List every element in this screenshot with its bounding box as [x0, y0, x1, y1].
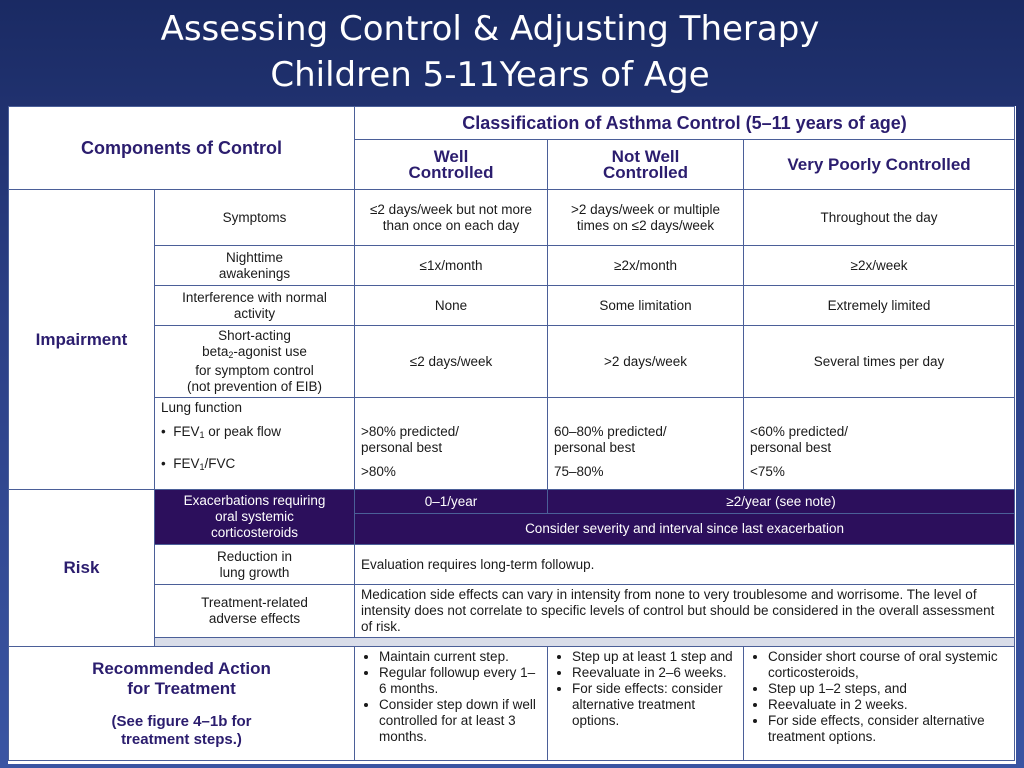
recommended-notwell-item: • Reevaluate in 2–6 weeks. [572, 665, 737, 681]
saba-agonist-text: -agonist use [233, 344, 307, 359]
night-label-line-2: awakenings [218, 265, 291, 281]
peak-flow-text: or peak flow [204, 424, 282, 439]
recommended-verypoor-list [750, 649, 1008, 745]
fev1-fvc-text: FEV [173, 456, 200, 471]
lung-growth-label-line-2: lung growth [219, 564, 290, 580]
notwell-header-line-1: Not Well [611, 146, 680, 166]
exacerbations-well: 0–1/year [355, 490, 548, 514]
recommended-verypoor [744, 647, 1015, 761]
recommended-line-1: Recommended Action [92, 658, 271, 678]
symptoms-well: ≤2 days/week but not more than once on each day [355, 190, 548, 246]
symptoms-label: Symptoms [155, 190, 355, 246]
lung-well-line-2: personal best [361, 440, 443, 455]
not-well-controlled-header [548, 140, 744, 190]
saba-label-line-2 [161, 344, 348, 363]
interference-well: None [355, 286, 548, 326]
recommended-notwell [548, 647, 744, 761]
lung-function-label [155, 398, 355, 490]
classification-header: Classification of Asthma Control (5–11 years of age) [355, 107, 1015, 140]
notwell-header-line-2: Controlled [603, 162, 689, 182]
night-awakenings-label [155, 246, 355, 286]
asthma-control-table [8, 106, 1015, 761]
fev1-subscript: 1 [199, 430, 205, 440]
interference-label: Interference with normal activity [155, 286, 355, 326]
saba-use-label [155, 326, 355, 398]
recommended-note-line-2: treatment steps.) [121, 730, 242, 748]
saba-beta-subscript: 2 [228, 350, 234, 360]
saba-verypoor: Several times per day [744, 326, 1015, 398]
exacerbations-label [155, 490, 355, 545]
lung-growth-text: Evaluation requires long-term followup. [355, 545, 1015, 585]
lung-verypoor [744, 398, 1015, 490]
title-line-2: Children 5-11Years of Age [270, 55, 710, 95]
recommended-action-label [9, 647, 355, 761]
lung-notwell [548, 398, 744, 490]
recommended-well [355, 647, 548, 761]
lung-notwell-line-2: personal best [554, 440, 636, 455]
recommended-well-list [361, 649, 541, 745]
recommended-note-line-1: (See figure 4–1b for [111, 712, 252, 730]
lung-well [355, 398, 548, 490]
adverse-label-line-1: Treatment-related [201, 595, 308, 610]
symptoms-notwell: >2 days/week or multiple times on ≤2 days/week [548, 190, 744, 246]
very-poorly-controlled-header: Very Poorly Controlled [744, 140, 1015, 190]
impairment-label: Impairment [9, 190, 155, 490]
slide-title [0, 0, 980, 106]
components-of-control-header: Components of Control [9, 107, 355, 190]
recommended-line-2: for Treatment [127, 678, 236, 698]
asthma-control-table-panel [8, 106, 1016, 764]
saba-beta-text: beta [202, 344, 229, 359]
risk-label: Risk [9, 490, 155, 647]
exacerbations-label-line-2: oral systemic [215, 509, 294, 524]
night-notwell: ≥2x/month [548, 246, 744, 286]
fev1-peak-flow-item: • $FEV_1$ or peak flow [161, 424, 282, 440]
well-header-line-1: Well [433, 146, 469, 166]
saba-label-line-1: Short-acting [218, 328, 291, 343]
lung-well-line-1: >80% predicted/ [361, 424, 459, 439]
exacerbations-label-line-1: Exacerbations requiring [183, 493, 326, 508]
recommended-verypoor-item: • Consider short course of oral systemic corticosteroids, [768, 649, 1008, 681]
exacerbations-poor: ≥2/year (see note) [548, 490, 1015, 514]
saba-well: ≤2 days/week [355, 326, 548, 398]
recommended-verypoor-item: • For side effects, consider alternative treatment options. [768, 713, 1008, 745]
saba-label-line-4: (not prevention of EIB) [186, 379, 323, 394]
night-well: ≤1x/month [355, 246, 548, 286]
adverse-label-line-2: adverse effects [208, 611, 301, 626]
well-header-line-2: Controlled [408, 162, 494, 182]
interference-verypoor: Extremely limited [744, 286, 1015, 326]
lung-notwell-line-1: 60–80% predicted/ [554, 424, 667, 439]
recommended-notwell-list [554, 649, 737, 729]
recommended-verypoor-item: • Step up 1–2 steps, and [768, 681, 1008, 697]
adverse-effects-text: Medication side effects can vary in intensity from none to very troublesome and worrisome. The level of intensity does not correlate to specific levels of control but should be considered in the overall assessment of risk. [355, 585, 1015, 638]
well-controlled-header [355, 140, 548, 190]
exacerbations-label-line-3: corticosteroids [210, 525, 299, 540]
recommended-well-item: • Maintain current step. [379, 649, 541, 665]
night-label-line-1: Nighttime [225, 249, 284, 265]
recommended-well-item: • Regular followup every 1–6 months. [379, 665, 541, 697]
title-line-1: Assessing Control & Adjusting Therapy [160, 9, 820, 49]
lung-verypoor-line-1: <60% predicted/ [750, 424, 848, 439]
lung-growth-label-line-1: Reduction in [216, 548, 293, 564]
interference-notwell: Some limitation [548, 286, 744, 326]
fev1-text: FEV [173, 424, 200, 439]
recommended-notwell-item: • Step up at least 1 step and [572, 649, 737, 665]
lung-growth-label [155, 545, 355, 585]
fvc-text: /FVC [204, 456, 236, 471]
night-verypoor: ≥2x/week [744, 246, 1015, 286]
exacerbations-consider-note: Consider severity and interval since last exacerbation [355, 514, 1015, 545]
recommended-notwell-item: • For side effects: consider alternative treatment options. [572, 681, 737, 729]
fev1-fvc-item: • $FEV_1$/FVC [161, 456, 236, 472]
recommended-well-item: • Consider step down if well controlled for at least 3 months. [379, 697, 541, 745]
saba-notwell: >2 days/week [548, 326, 744, 398]
lung-function-title: Lung function [161, 400, 243, 415]
fev1-fvc-subscript: 1 [199, 462, 205, 472]
lung-verypoor-line-2: personal best [750, 440, 832, 455]
symptoms-verypoor: Throughout the day [744, 190, 1015, 246]
recommended-verypoor-item: • Reevaluate in 2 weeks. [768, 697, 1008, 713]
adverse-effects-label [155, 585, 355, 638]
saba-label-line-3: for symptom control [195, 363, 314, 378]
lung-well-fvc: >80% [361, 464, 396, 479]
lung-verypoor-fvc: <75% [750, 464, 785, 479]
lung-notwell-fvc: 75–80% [554, 464, 604, 479]
